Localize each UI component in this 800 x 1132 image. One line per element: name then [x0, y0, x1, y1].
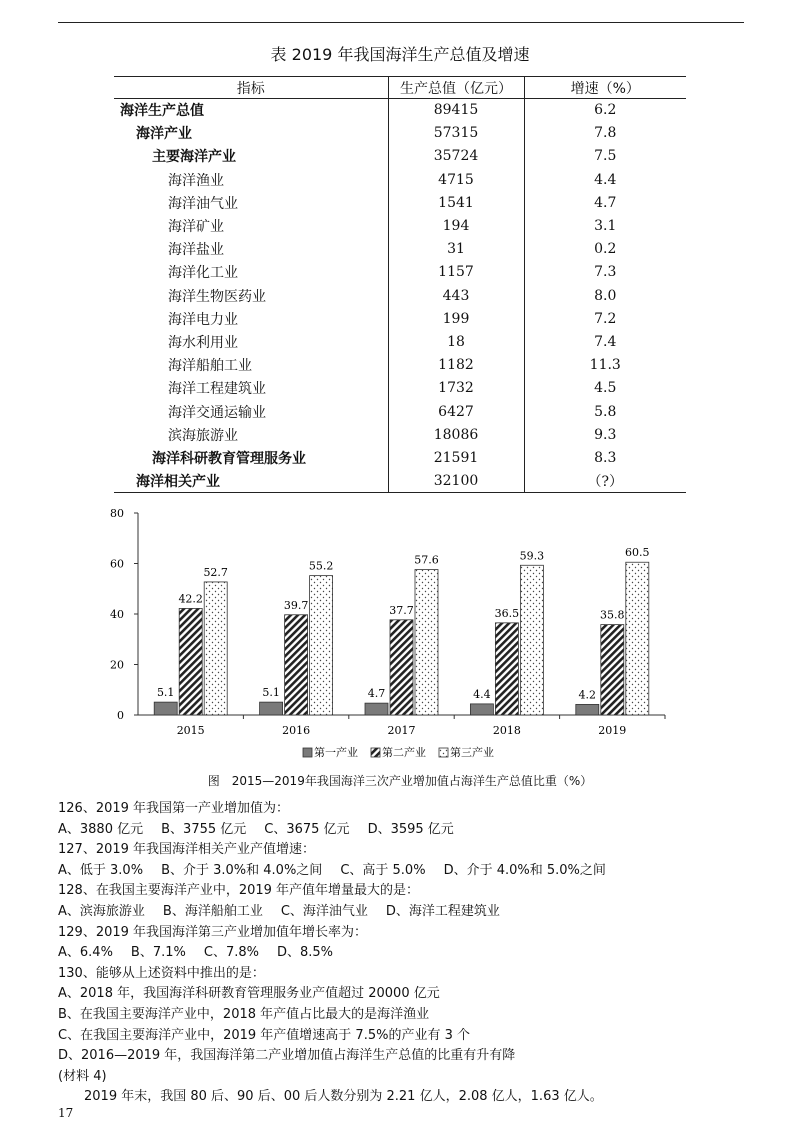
- y-tick-label: 80: [110, 507, 124, 520]
- indicator-cell: 海洋电力业: [168, 311, 238, 328]
- data-label: 42.2: [178, 592, 203, 606]
- bar-第二产业: [495, 623, 518, 715]
- table-row: [114, 238, 686, 261]
- value-cell: 18: [388, 330, 524, 353]
- bar-第三产业: [310, 576, 333, 715]
- x-tick-label: 2018: [492, 724, 521, 737]
- indicator-cell: 海洋生产总值: [120, 103, 204, 120]
- indicator-cell: 海洋交通运输业: [168, 404, 266, 421]
- value-cell: 443: [388, 284, 524, 307]
- answer-option: A、低于 3.0%: [58, 862, 144, 878]
- table-body: [114, 99, 686, 493]
- bar-第二产业: [179, 608, 202, 715]
- data-label: 60.5: [625, 546, 650, 560]
- answer-option: C、3675 亿元: [264, 821, 350, 837]
- indicator-cell: 海洋盐业: [168, 242, 224, 259]
- growth-cell: 3.1: [524, 214, 686, 237]
- growth-cell: 4.5: [524, 377, 686, 400]
- answer-option: D、2016—2019 年，我国海洋第二产业增加值占海洋生产总值的比重有升有降: [58, 1048, 516, 1064]
- answer-option: B、海洋船舶工业: [162, 903, 263, 919]
- table-row: [114, 377, 686, 400]
- table-row: [114, 446, 686, 469]
- growth-cell: 8.3: [524, 446, 686, 469]
- legend-label: 第二产业: [382, 746, 426, 759]
- table-header-row: [114, 77, 686, 99]
- data-label: 55.2: [308, 559, 334, 573]
- indicator-cell: 海洋科研教育管理服务业: [152, 450, 306, 467]
- bar-第三产业: [626, 562, 649, 715]
- value-cell: 1182: [388, 354, 524, 377]
- option-row: [58, 902, 758, 923]
- data-label: 4.4: [473, 687, 491, 701]
- value-cell: 199: [388, 307, 524, 330]
- value-cell: 31: [388, 238, 524, 261]
- bar-第一产业: [365, 703, 388, 715]
- indicator-cell: 海洋工程建筑业: [168, 381, 266, 398]
- answer-option: C、高于 5.0%: [340, 862, 426, 878]
- option-row: [58, 820, 758, 841]
- data-label: 59.3: [519, 549, 545, 563]
- x-tick-label: 2016: [282, 724, 311, 737]
- table-row: [114, 307, 686, 330]
- top-rule: [58, 22, 744, 23]
- table-header-cell: 生产总值（亿元）: [388, 77, 524, 99]
- legend-label: 第一产业: [314, 746, 358, 759]
- data-label: 39.7: [283, 598, 309, 612]
- bar-第二产业: [601, 625, 624, 715]
- growth-cell: 6.2: [524, 99, 686, 122]
- indicator-cell: 滨海旅游业: [168, 427, 238, 444]
- page-number: 17: [58, 1106, 74, 1120]
- data-label: 4.2: [578, 688, 597, 702]
- legend-swatch: [371, 748, 380, 757]
- answer-option: A、6.4%: [58, 945, 113, 961]
- value-cell: 32100: [388, 470, 524, 493]
- table-row: [114, 400, 686, 423]
- table-row: [114, 122, 686, 145]
- data-label: 57.6: [414, 553, 439, 567]
- answer-option: C、海洋油气业: [280, 903, 368, 919]
- answer-option: D、介于 4.0%和 5.0%之间: [443, 862, 606, 878]
- bar-第一产业: [154, 702, 177, 715]
- bar-第一产业: [470, 704, 493, 715]
- legend-swatch: [303, 748, 312, 757]
- value-cell: 89415: [388, 99, 524, 122]
- bar-第二产业: [285, 615, 308, 715]
- value-cell: 1157: [388, 261, 524, 284]
- value-cell: 57315: [388, 122, 524, 145]
- table-row: [114, 99, 686, 122]
- y-tick-label: 60: [110, 557, 124, 571]
- data-label: 5.1: [262, 686, 280, 700]
- data-label: 36.5: [494, 606, 520, 620]
- answer-option: A、滨海旅游业: [58, 903, 145, 919]
- value-cell: 18086: [388, 423, 524, 446]
- material-text: 2019 年末，我国 80 后、90 后、00 后人数分别为 2.21 亿人，2.08 亿人，1.63 亿人。: [84, 1089, 603, 1105]
- bar-第二产业: [390, 620, 413, 715]
- y-tick-label: 0: [117, 709, 124, 722]
- bar-chart: [100, 500, 680, 770]
- indicator-cell: 海洋产业: [136, 126, 192, 143]
- option-row: [58, 943, 758, 964]
- answer-option: D、3595 亿元: [367, 821, 454, 837]
- answer-option: C、7.8%: [203, 945, 259, 961]
- answer-option: B、在我国主要海洋产业中，2018 年产值占比最大的是海洋渔业: [58, 1006, 430, 1022]
- value-cell: 6427: [388, 400, 524, 423]
- growth-cell: 4.4: [524, 168, 686, 191]
- indicator-cell: 海洋化工业: [168, 265, 238, 282]
- table-row: [114, 470, 686, 493]
- question-stem: 126、2019 年我国第一产业增加值为：: [58, 801, 290, 816]
- option-row: [58, 861, 758, 882]
- growth-cell: 8.0: [524, 284, 686, 307]
- legend-swatch: [439, 748, 448, 757]
- table-row: [114, 168, 686, 191]
- table-row: [114, 214, 686, 237]
- legend-label: 第三产业: [450, 746, 494, 759]
- indicator-cell: 海洋油气业: [168, 195, 238, 212]
- bar-第三产业: [415, 570, 438, 715]
- data-label: 37.7: [389, 603, 414, 617]
- indicator-cell: 海洋矿业: [168, 219, 224, 236]
- growth-cell: 7.3: [524, 261, 686, 284]
- table-title: 表 2019 年我国海洋生产总值及增速: [270, 45, 530, 64]
- bar-第三产业: [520, 565, 543, 715]
- growth-cell: （?）: [524, 470, 686, 493]
- value-cell: 1732: [388, 377, 524, 400]
- data-label: 5.1: [156, 686, 175, 700]
- growth-cell: 11.3: [524, 354, 686, 377]
- answer-option: B、介于 3.0%和 4.0%之间: [161, 862, 323, 878]
- answer-option: A、3880 亿元: [58, 821, 144, 837]
- growth-cell: 9.3: [524, 423, 686, 446]
- table-row: [114, 284, 686, 307]
- indicator-cell: 海洋相关产业: [114, 470, 388, 493]
- x-tick-label: 2017: [387, 724, 416, 737]
- growth-cell: 7.8: [524, 122, 686, 145]
- growth-cell: 0.2: [524, 238, 686, 261]
- table-header-cell: 指标: [114, 77, 388, 99]
- data-table: [114, 76, 686, 493]
- material-label: (材料 4): [58, 1068, 107, 1084]
- table-row: [114, 191, 686, 214]
- question-section: [58, 799, 758, 1108]
- growth-cell: 4.7: [524, 191, 686, 214]
- table-row: [114, 145, 686, 168]
- question-stem: 129、2019 年我国海洋第三产业增加值年增长率为：: [58, 924, 368, 940]
- data-label: 52.7: [203, 565, 228, 579]
- growth-cell: 7.2: [524, 307, 686, 330]
- answer-option: C、在我国主要海洋产业中，2019 年产值增速高于 7.5%的产业有 3 个: [58, 1027, 470, 1043]
- value-cell: 35724: [388, 145, 524, 168]
- bar-第三产业: [204, 582, 227, 715]
- table-row: [114, 261, 686, 284]
- answer-option: B、7.1%: [130, 945, 186, 961]
- y-tick-label: 40: [110, 608, 124, 621]
- indicator-cell: 海水利用业: [168, 334, 238, 351]
- bar-第一产业: [576, 704, 599, 715]
- value-cell: 4715: [388, 168, 524, 191]
- x-tick-label: 2015: [176, 724, 205, 737]
- table-row: [114, 354, 686, 377]
- question-stem: 127、2019 年我国海洋相关产业产值增速：: [58, 842, 316, 858]
- table-header-cell: 增速（%）: [524, 77, 686, 99]
- value-cell: 21591: [388, 446, 524, 469]
- answer-option: D、8.5%: [276, 945, 334, 961]
- chart-caption: 图 2015—2019年我国海洋三次产业增加值占海洋生产总值比重（%）: [207, 774, 593, 788]
- answer-option: A、2018 年，我国海洋科研教育管理服务业产值超过 20000 亿元: [58, 986, 440, 1002]
- indicator-cell: 海洋船舶工业: [168, 358, 252, 375]
- x-tick-label: 2019: [598, 724, 627, 737]
- question-stem: 130、能够从上述资料中推出的是：: [58, 965, 265, 981]
- table-row: [114, 330, 686, 353]
- value-cell: 1541: [388, 191, 524, 214]
- indicator-cell: 主要海洋产业: [152, 149, 236, 166]
- bar-第一产业: [260, 702, 283, 715]
- y-tick-label: 20: [110, 658, 124, 672]
- growth-cell: 7.4: [524, 330, 686, 353]
- data-label: 35.8: [600, 608, 625, 622]
- answer-option: B、3755 亿元: [161, 821, 247, 837]
- growth-cell: 5.8: [524, 400, 686, 423]
- indicator-cell: 海洋渔业: [168, 172, 224, 189]
- answer-option: D、海洋工程建筑业: [385, 903, 500, 919]
- indicator-cell: 海洋生物医药业: [168, 288, 266, 305]
- question-stem: 128、在我国主要海洋产业中，2019 年产值年增量最大的是：: [58, 883, 420, 899]
- value-cell: 194: [388, 214, 524, 237]
- data-label: 4.7: [367, 687, 386, 701]
- table-row: [114, 423, 686, 446]
- growth-cell: 7.5: [524, 145, 686, 168]
